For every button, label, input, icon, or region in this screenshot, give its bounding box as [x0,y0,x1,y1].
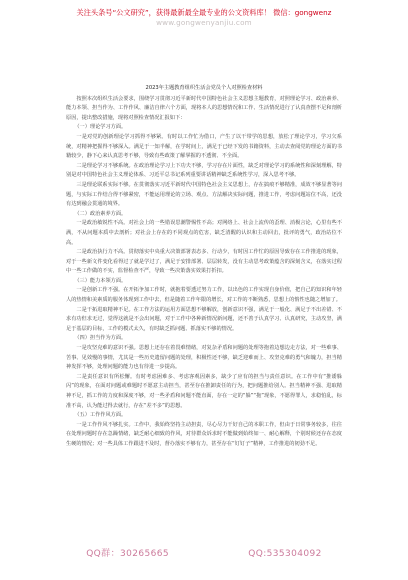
paragraph: 二是理论学习不够系统。在政治理论学习上下功夫不够，学习存在片面性，缺乏对理论学习的系统性和深刻理解，特别是对中国特色社会主义理论体系、习近平总书记系列重要讲话精神缺乏系统性学习，深入思考不够。 [66,162,342,179]
document-title: 2023年主题教育组织生活会党员个人对照检查材料 [145,85,263,91]
paragraph: 三是理论联系实际不够。在贯彻落实习近平新时代中国特色社会主义思想上，存在搞痕不够精准，成效不够显著等问题，与实际工作结合得不够紧密，不能运用理论的立场、观点、方法解决实际问题，推进工作，考虑问题站位不高，还没有达到融会贯通的境界。 [66,181,342,208]
paragraph: 按照本次组织生活会要求，围绕学习贯彻习近平新时代中国特色社会主义思想主题教育，对照理论学习、政治素养、能力本领、担当作为、工作作风、廉洁自律六个方面，现将本人的思想情况和工作、生活情况进行了认真查摆不足和剖析原因，提出整改措施，现将对照检查情况汇报如下： [66,95,342,121]
section-heading: （四）担当作为方面。 [74,335,127,342]
banner-line-1: 关注头条号“公文研究”，获得最新最全最专业的公文资料库！ 微信：gongwenz [76,8,332,17]
section-heading: （三）能力本领方面。 [74,277,127,284]
paragraph: 一是创新工作不强。在开拓争加工作时，就抱着要透过努力工作，以出色的工作实现自身价值，把自己的知识和年轻人的热情和美素质的服务体现到工作中去，但是随着工作年限的增长，对工作的不断熟悉，思想上的惰性也随之增加了。 [66,287,342,304]
paragraph: 二是干拓进取精神不足。在工作方法的运用方面思想不够解放，创新意识不强，满足于一般化、满足于不出差错、不求有功但求无过，觉得这就是不会出问题，对于工作中各种新情况新问题，还不善于认真学习、认真研究，主动攻坚，满足于基层的目标，工作的模式太久，有时缺乏抓问题、抓落实不够的情况。 [66,306,342,332]
paragraph: 一是对党的创新理论学习抓得不够紧。有时以工作忙为借口，产生了以干带学的思想，放松了理论学习，学习欠系统，对精神把握得不够深入。满足于一知半解，在学时间上，满足于已经下发的书籍资料，主动去查阅党的理论方面的书籍较少，静下心来认真思考不够，导致有些政策了解掌握的不透彻、不全面。 [66,133,342,160]
paragraph-list [66,95,342,450]
paragraph: 一是攻坚克难的意识不强。思想上还存在着畏难情绪，对复杂矛盾和问题的处理等抱着边想边走方法，对一些难事、苦事、见效慢的事情，尤其是一些历史遗留问题的处理，积极性还不够，缺乏迎难而上、攻坚克难的勇气和魄力，担当精神发挥不够，处理问题的能力也有待进一步提高。 [66,345,342,371]
paragraph: 二是政治执行力不高。贯彻落实中央重大决策部署表态多、行动少，有时因工作忙的原因导致存在工作推进的现象，对于一些新文件变化看得过了就是学过了，满足于安排部署、层层转发，没有主动思考政策蕴含的深刻含义，在落实过程中一些工作做的不实，监督检查不严，导致一些决策落实效果打折扣。 [66,249,342,275]
top-banner [0,8,408,28]
paragraph: 二是责任意识有所松懈。有时考虑困难多、考虑客观因素多，缺少了应有的担当与责任意识。在工作中有“推诿躲闪”的现象，在面对问题或难题时不愿意主动担当，甚至存在推卸责任的行为，把问题推给别人。担当精神不强、进取精神不足，抓工作的力度和深度不够，对一些矛盾和问题不能直面，存在一定的“躲”“拖”现象，不愿得罪人，求稳怕乱，标准不高，认为能过得去就行，存在“差不多”的思想。 [66,373,342,409]
section-heading: （五）工作作风方面。 [74,412,127,419]
section-heading: （二）政治素养方面。 [74,210,127,217]
paragraph: 一是政治敏锐性不高。对社会上的一些错误思潮警惕性不高；对网络上、社会上流传的歪理、消极言论，心里有些不满，不从问题本质中去剖析；对社会上存在的不同观点的危害，缺乏清醒的认识和主动回击，批评的勇气，政治站位不高。 [66,220,342,246]
banner-line-2: www.gongwenyanjiu.com [156,18,252,27]
footer-qq: QQ:535304092 [248,549,322,559]
paragraph: 一是工作作风不够扎实。工作中，我始终坚持主动担责，尽心尽力干好自己的本职工作，但由于日常事务较多，往往在处理问题时存在急躁情绪，缺乏耐心细致的作风，对待群众诉求时不能做到始终如一、耐心解释，个别时候还存在态度生硬的情况；对一些具体工作跟进不及时，督办落实不够有力，甚至存在“钉钉子”精神，工作推进的韧劲不足。 [66,421,342,447]
document-body [66,84,342,450]
footer-contact [0,546,408,559]
section-heading: （一）理论学习方面。 [74,124,127,131]
footer-qq-group: QQ群：30265665 [86,549,169,559]
